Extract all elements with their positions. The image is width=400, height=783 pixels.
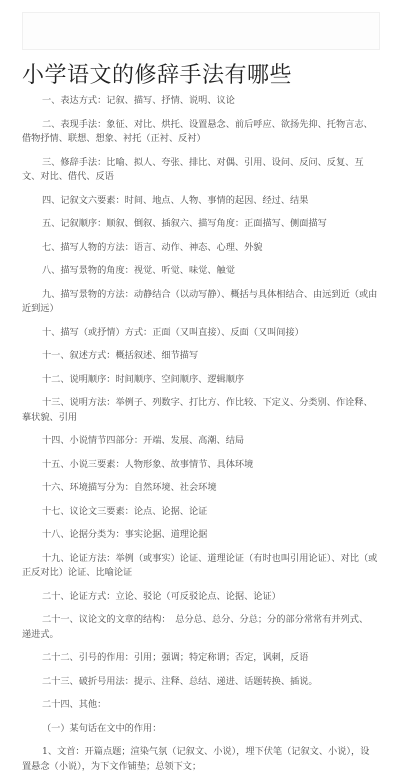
paragraph-line (22, 651, 378, 666)
paragraph-text: 二十三、破折号用法：提示、注释、总结、递进、话题转换、插说。 (42, 675, 318, 687)
paragraph-text: 1、文首：开篇点题；渲染气氛（记叙文、小说），埋下伏笔（记叙文、小说），设置悬念（小说），为下文作铺垫；总领下文； (22, 746, 370, 772)
paragraph-text: 十、描写（或抒情）方式：正面（又叫直接）、反面（又叫间接） (42, 326, 304, 338)
paragraph-line (22, 722, 378, 737)
paragraph-line (22, 264, 378, 279)
paragraph-line (22, 552, 378, 581)
paragraph-line (22, 434, 378, 449)
paragraph-line (22, 458, 378, 473)
paragraph-text: 十三、说明方法：举例子、列数字、打比方、作比较、下定义、分类别、作诠释、摹状貌、引用 (22, 397, 373, 423)
document-lines (22, 94, 378, 774)
paragraph-text: 二十二、引号的作用：引用；强调；特定称谓；否定，讽刺，反语 (42, 652, 309, 663)
paragraph-line (22, 675, 378, 690)
paragraph-text: 三、修辞手法：比喻、拟人、夸张、排比、对偶、引用、设问、反问、反复、互文、对比、借代、反语 (22, 156, 364, 182)
paragraph-line (22, 698, 378, 713)
paragraph-text: 二十四、其他： (42, 699, 107, 710)
paragraph-line (22, 590, 378, 605)
paragraph-line (22, 349, 378, 364)
paragraph-line (22, 118, 378, 147)
paragraph-line (22, 217, 378, 232)
paragraph-text: 二十一、议论文的文章的结构： 总分总、总分、分总；分的部分常常有并列式、 递进式。 (22, 614, 373, 640)
paragraph-line (22, 481, 378, 496)
paragraph-text: 四、记叙文六要素：时间、地点、人物、事情的起因、经过、结果 (42, 194, 309, 206)
paragraph-text: 十二、说明顺序：时间顺序、空间顺序、逻辑顺序 (42, 373, 245, 385)
document-body (22, 62, 378, 783)
paragraph-line (22, 241, 378, 256)
paragraph-text: 十八、论据分类为：事实论据、道理论据 (42, 529, 208, 540)
paragraph-text: 十四、小说情节四部分：开端、发展、高潮、结局 (42, 435, 245, 446)
document-title: 小学语文的修辞手法有哪些 (22, 63, 293, 88)
paragraph-line (22, 326, 378, 341)
paragraph-line (22, 528, 378, 543)
paragraph-line (22, 94, 378, 109)
paragraph-text: 二十、论证方式：立论、驳论（可反驳论点、论据、论证） (42, 590, 281, 602)
paragraph-line (22, 194, 378, 209)
paragraph-text: 十五、小说三要素：人物形象、故事情节、具体环境 (42, 458, 254, 470)
paragraph-text: 九、描写景物的方法：动静结合（以动写静）、概括与具体相结合、由远到近（或由近到远） (22, 288, 378, 314)
paragraph-line (22, 396, 378, 425)
paragraph-text: 十一、叙述方式：概括叙述、细节描写 (42, 350, 199, 361)
paragraph-text: （一）某句话在文中的作用： (42, 722, 162, 734)
paragraph-text: 十九、论证方法：举例（或事实）论证、道理论证（有时也叫引用论证）、对比（或正反对比）论证、比喻论证 (22, 552, 378, 578)
paragraph-text: 八、描写景物的角度：视觉、听觉、味觉、触觉 (42, 265, 235, 276)
paragraph-text: 一、表达方式：记叙、描写、抒情、说明、议论 (42, 95, 235, 106)
paragraph-line (22, 373, 378, 388)
top-bar (22, 12, 380, 50)
paragraph-text: 二、表现手法：象征、对比、烘托、设置悬念、前后呼应、欲扬先抑、托物言志、借物抒情、联想、想象、衬托（正衬、反衬） (22, 118, 373, 144)
paragraph-line (22, 745, 378, 774)
paragraph-line (22, 288, 378, 317)
paragraph-text: 五、记叙顺序：顺叙、倒叙、插叙六、描写角度：正面描写、侧面描写 (42, 218, 327, 229)
paragraph-line (22, 505, 378, 520)
paragraph-line (22, 613, 378, 642)
paragraph-line (22, 156, 378, 185)
paragraph-text: 七、描写人物的方法：语言、动作、神态、心理、外貌 (42, 241, 263, 253)
paragraph-text: 十六、环境描写分为：自然环境、社会环境 (42, 482, 217, 493)
paragraph-text: 十七、议论文三要素：论点、论据、论证 (42, 505, 208, 517)
